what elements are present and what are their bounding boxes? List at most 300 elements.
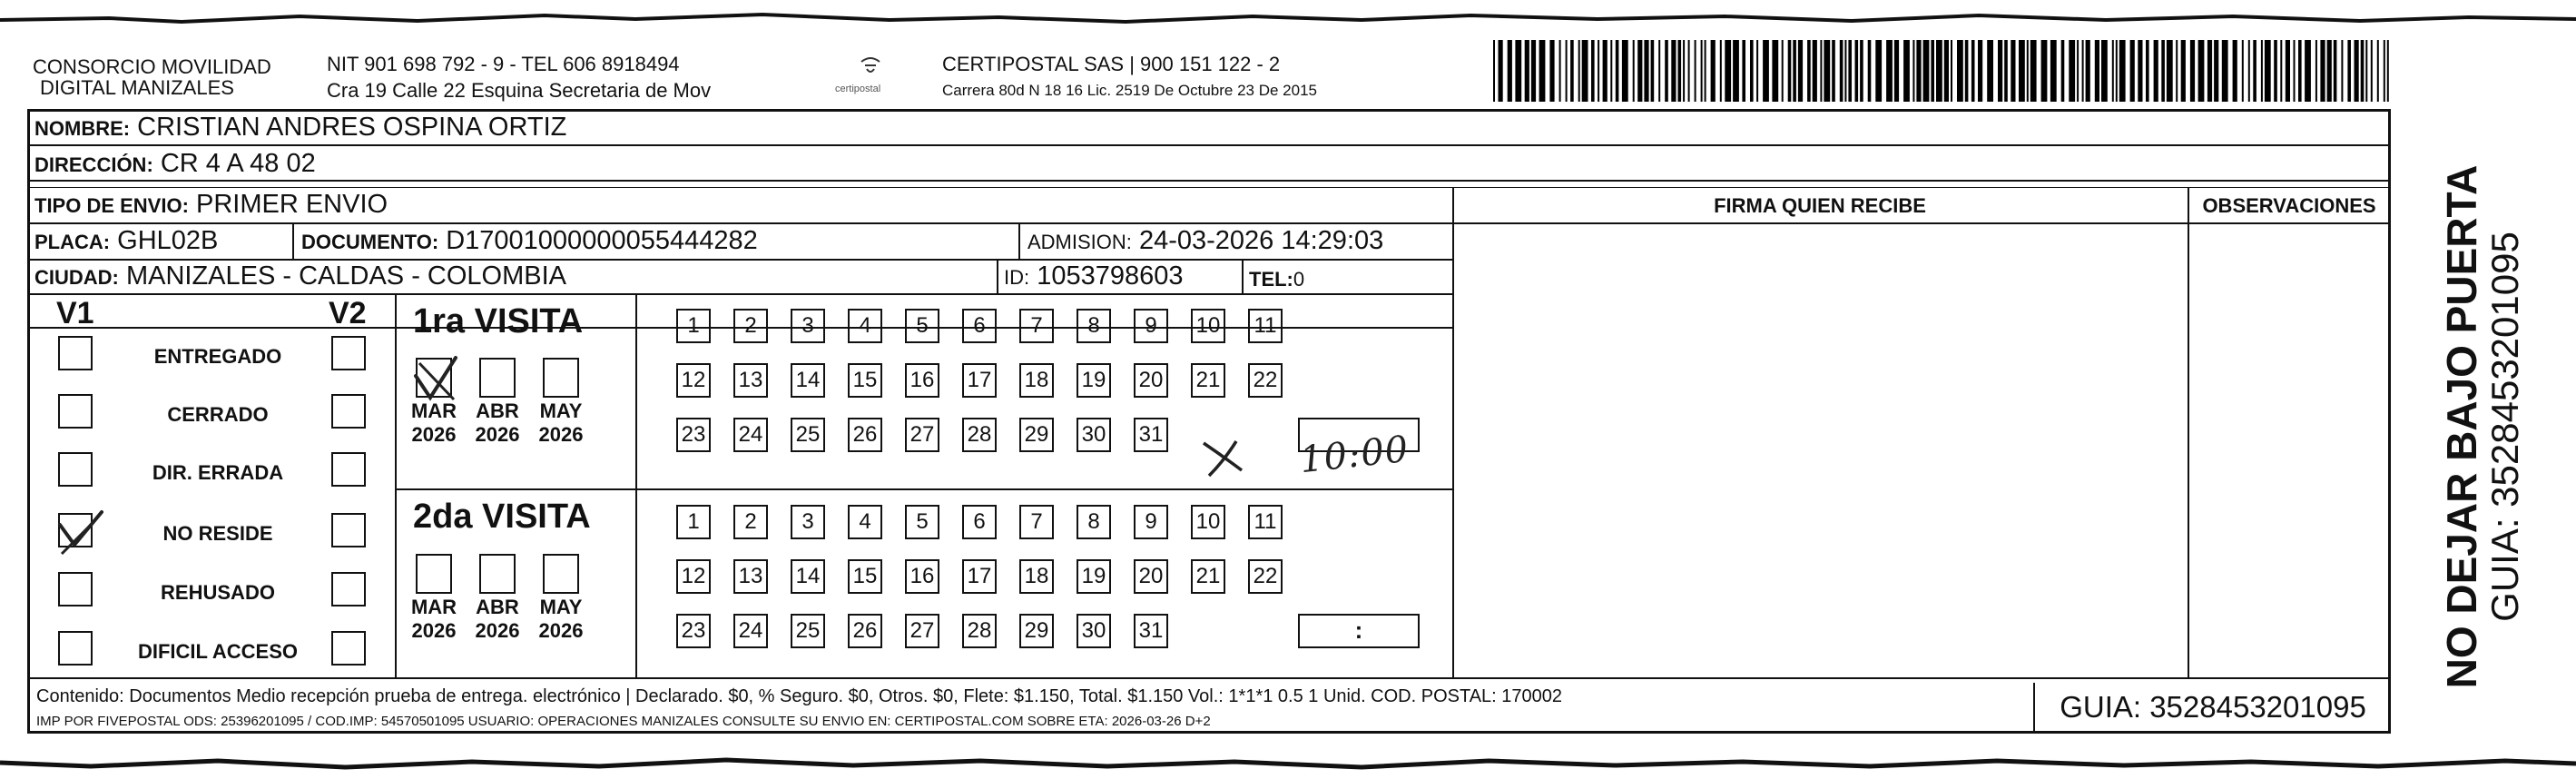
first-visit-day-box[interactable]: 16 [905, 363, 939, 398]
barcode-bar [2377, 40, 2379, 102]
second-visit-day-box[interactable]: 28 [962, 614, 997, 648]
barcode-bar [2361, 40, 2365, 102]
second-visit-day-box[interactable]: 1 [676, 505, 711, 539]
certipostal-line-1: CERTIPOSTAL SAS | 900 151 122 - 2 [942, 53, 1281, 75]
barcode-bar [1788, 40, 1792, 102]
month-name: MAY [539, 596, 583, 618]
second-visit-month-label [534, 596, 588, 643]
barcode-bar [2167, 40, 2173, 102]
second-visit-day-box[interactable]: 19 [1077, 559, 1111, 594]
barcode-bar [2077, 40, 2079, 102]
barcode-bar [1499, 40, 1503, 102]
divider [635, 293, 637, 677]
id-value: 1053798603 [1037, 261, 1184, 291]
first-visit-day-box[interactable]: 31 [1134, 418, 1168, 452]
first-visit-day-box[interactable]: 23 [676, 418, 711, 452]
month-year: 2026 [411, 619, 457, 642]
first-visit-day-box[interactable]: 20 [1134, 363, 1168, 398]
barcode-bar [1559, 40, 1561, 102]
second-visit-day-box[interactable]: 21 [1191, 559, 1225, 594]
first-visit-month-label [407, 399, 461, 447]
divider [27, 144, 2391, 146]
barcode-bar [1855, 40, 1859, 102]
nombre-value: CRISTIAN ANDRES OSPINA ORTIZ [137, 113, 567, 142]
nombre-label: NOMBRE: [34, 117, 131, 140]
tel-value: 0 [1293, 268, 1305, 291]
barcode-bar [1840, 40, 1844, 102]
barcode-bar [1531, 40, 1536, 102]
side-text [2439, 165, 2526, 689]
barcode-bar [2384, 40, 2385, 102]
first-visit-day-box[interactable]: 18 [1019, 363, 1054, 398]
barcode-bar [1998, 40, 2002, 102]
certipostal-info [942, 51, 1317, 104]
handwritten-hour: 10:00 [1297, 428, 1411, 482]
no-dejar-bajo-puerta: NO DEJAR BAJO PUERTA [2438, 164, 2485, 689]
barcode-bar [1711, 40, 1716, 102]
divider [1018, 222, 1020, 259]
barcode-bar [1658, 40, 1660, 102]
barcode-bar [2298, 40, 2302, 102]
second-visit-day-box[interactable]: 9 [1134, 505, 1168, 539]
barcode-bar [1683, 40, 1685, 102]
company-name [33, 56, 271, 98]
first-visit-month-label [534, 399, 588, 447]
v2-checkbox[interactable] [331, 394, 366, 429]
v1-checkbox[interactable] [58, 631, 93, 666]
first-visit-day-box[interactable]: 11 [1248, 309, 1283, 343]
first-visit-day-box[interactable]: 22 [1248, 363, 1283, 398]
second-visit-month-checkbox[interactable] [543, 554, 579, 594]
barcode-bar [2176, 40, 2178, 102]
second-visit-day-box[interactable]: 5 [905, 505, 939, 539]
first-visit-title: 1ra VISITA [413, 302, 584, 340]
documento-field [301, 225, 758, 258]
barcode-bar [1868, 40, 1872, 102]
barcode-bar [2265, 40, 2271, 102]
barcode-bar [2138, 40, 2142, 102]
barcode-bar [2082, 40, 2084, 102]
second-visit-day-box[interactable]: 7 [1019, 505, 1054, 539]
barcode-bar [1912, 40, 1914, 102]
divider [997, 259, 998, 293]
first-visit-day-box[interactable]: 30 [1077, 418, 1111, 452]
second-visit-month-checkbox[interactable] [416, 554, 452, 594]
barcode-bar [1903, 40, 1910, 102]
admision-value: 24-03-2026 14:29:03 [1138, 226, 1384, 255]
month-year: 2026 [538, 619, 584, 642]
barcode-bar [2011, 40, 2015, 102]
status-label: REHUSADO [161, 581, 275, 604]
first-visit-day-box[interactable]: 24 [733, 418, 768, 452]
barcode-bar [1763, 40, 1769, 102]
barcode [1493, 40, 2392, 102]
first-visit-day-box[interactable]: 28 [962, 418, 997, 452]
firma-header: FIRMA QUIEN RECIBE [1714, 194, 1926, 217]
barcode-bar [1622, 40, 1628, 102]
barcode-bar [1720, 40, 1722, 102]
barcode-bar [2190, 40, 2195, 102]
month-name: ABR [476, 596, 519, 618]
barcode-bar [2355, 40, 2359, 102]
barcode-bar [1965, 40, 1969, 102]
barcode-bar [1824, 40, 1830, 102]
second-visit-day-box[interactable]: 18 [1019, 559, 1054, 594]
v1-checkbox[interactable] [58, 572, 93, 606]
tel-field [1249, 262, 1304, 295]
barcode-bar [1886, 40, 1893, 102]
second-visit-day-box[interactable]: 16 [905, 559, 939, 594]
divider [27, 293, 1452, 295]
barcode-bar [2365, 40, 2367, 102]
barcode-bar [2214, 40, 2218, 102]
second-visit-month-label [407, 596, 461, 643]
second-visit-day-box[interactable]: 13 [733, 559, 768, 594]
observaciones-header: OBSERVACIONES [2202, 194, 2376, 217]
barcode-bar [1844, 40, 1846, 102]
company-contact [327, 51, 711, 104]
status-label: DIFICIL ACCESO [137, 640, 298, 663]
documento-value: D17001000000055444282 [446, 226, 758, 255]
first-visit-day-box[interactable]: 17 [962, 363, 997, 398]
first-visit-day-box[interactable]: 4 [848, 309, 882, 343]
barcode-bar [2027, 40, 2029, 102]
second-visit-day-box[interactable]: 27 [905, 614, 939, 648]
barcode-bar [2242, 40, 2244, 102]
divider [27, 180, 2391, 182]
barcode-bar [1750, 40, 1754, 102]
barcode-bar [2248, 40, 2250, 102]
barcode-bar [1665, 40, 1668, 102]
ciudad-label: CIUDAD: [34, 266, 119, 289]
barcode-bar [2161, 40, 2165, 102]
first-visit-day-box[interactable]: 14 [791, 363, 825, 398]
first-visit-day-box[interactable]: 5 [905, 309, 939, 343]
second-visit-day-box[interactable]: 4 [848, 505, 882, 539]
status-label: DIR. ERRADA [152, 461, 284, 484]
id-label: ID: [1004, 266, 1030, 289]
first-visit-month-checkbox[interactable] [543, 358, 579, 398]
second-visit-day-box[interactable]: 20 [1134, 559, 1168, 594]
barcode-bar [1493, 40, 1495, 102]
guia-number: GUIA: 3528453201095 [2033, 683, 2391, 732]
divider [1242, 259, 1244, 293]
barcode-bar [2315, 40, 2317, 102]
barcode-bar [2233, 40, 2237, 102]
v2-checkbox[interactable] [331, 336, 366, 370]
barcode-bar [1508, 40, 1512, 102]
direccion-value: CR 4 A 48 02 [160, 149, 316, 178]
first-visit-day-box[interactable]: 9 [1134, 309, 1168, 343]
first-visit-day-box[interactable]: 1 [676, 309, 711, 343]
barcode-bar [1793, 40, 1796, 102]
month-name: ABR [476, 399, 519, 422]
barcode-bar [2112, 40, 2114, 102]
barcode-bar [1566, 40, 1568, 102]
divider [2188, 187, 2189, 677]
barcode-bar [2146, 40, 2149, 102]
status-label: NO RESIDE [162, 522, 273, 545]
barcode-bar [1951, 40, 1952, 102]
second-visit-day-box[interactable]: 6 [962, 505, 997, 539]
barcode-bar [1807, 40, 1811, 102]
admision-field [1027, 225, 1383, 258]
direccion-field [34, 148, 316, 181]
barcode-bar [2305, 40, 2311, 102]
month-year: 2026 [475, 619, 520, 642]
tipo-envio-field [34, 189, 388, 222]
second-visit-month-label [470, 596, 525, 643]
month-year: 2026 [475, 423, 520, 446]
barcode-bar [1610, 40, 1612, 102]
barcode-bar [1644, 40, 1648, 102]
company-line-1: CONSORCIO MOVILIDAD [33, 55, 271, 78]
second-visit-day-box[interactable]: 26 [848, 614, 882, 648]
first-visit-day-box[interactable]: 15 [848, 363, 882, 398]
barcode-bar [2095, 40, 2099, 102]
barcode-bar [1598, 40, 1599, 102]
barcode-bar [1603, 40, 1608, 102]
first-visit-day-box[interactable]: 21 [1191, 363, 1225, 398]
barcode-bar [2101, 40, 2108, 102]
barcode-bar [1923, 40, 1930, 102]
barcode-bar [2019, 40, 2025, 102]
admision-label: ADMISION: [1027, 231, 1132, 253]
first-visit-hour-box[interactable] [1298, 418, 1420, 452]
divider [395, 488, 1452, 490]
barcode-bar [2294, 40, 2296, 102]
second-visit-hour-box[interactable]: : [1298, 614, 1420, 648]
barcode-bar [2347, 40, 2351, 102]
first-visit-day-box[interactable]: 2 [733, 309, 768, 343]
second-visit-day-box[interactable]: 2 [733, 505, 768, 539]
barcode-bar [1725, 40, 1731, 102]
barcode-bar [1944, 40, 1949, 102]
second-visit-day-box[interactable]: 31 [1134, 614, 1168, 648]
barcode-bar [1813, 40, 1817, 102]
barcode-bar [2130, 40, 2135, 102]
first-visit-day-box[interactable]: 27 [905, 418, 939, 452]
tipo-envio-value: PRIMER ENVIO [195, 190, 388, 219]
first-visit-day-box[interactable]: 12 [676, 363, 711, 398]
barcode-bar [2154, 40, 2158, 102]
barcode-bar [2286, 40, 2290, 102]
direccion-label: DIRECCIÓN: [34, 153, 153, 176]
nombre-field [34, 112, 566, 144]
divider [27, 677, 2391, 679]
status-label: ENTREGADO [153, 345, 282, 368]
barcode-bar [1848, 40, 1852, 102]
v1-header: V1 [56, 296, 94, 330]
barcode-bar [1616, 40, 1619, 102]
barcode-bar [1688, 40, 1690, 102]
second-visit-day-box[interactable]: 14 [791, 559, 825, 594]
barcode-bar [2207, 40, 2212, 102]
barcode-bar [1539, 40, 1546, 102]
barcode-bar [1987, 40, 1993, 102]
barcode-bar [1832, 40, 1835, 102]
barcode-bar [1971, 40, 1975, 102]
barcode-bar [2030, 40, 2037, 102]
certipostal-line-2: Carrera 80d N 18 16 Lic. 2519 De Octubre 23 De 2015 [942, 82, 1317, 99]
barcode-bar [1978, 40, 1982, 102]
barcode-bar [1733, 40, 1739, 102]
barcode-bar [1772, 40, 1778, 102]
barcode-bar [1525, 40, 1529, 102]
company-line-2: DIGITAL MANIZALES [40, 76, 234, 99]
logo-caption: certipostal [835, 84, 881, 94]
month-year: 2026 [538, 423, 584, 446]
barcode-bar [2119, 40, 2126, 102]
second-visit-day-box[interactable]: 8 [1077, 505, 1111, 539]
v2-checkbox[interactable] [331, 631, 366, 666]
barcode-bar [1678, 40, 1682, 102]
barcode-bar [2320, 40, 2325, 102]
second-visit-day-box[interactable]: 12 [676, 559, 711, 594]
second-visit-day-box[interactable]: 11 [1248, 505, 1283, 539]
barcode-bar [2261, 40, 2263, 102]
barcode-bar [1860, 40, 1863, 102]
v1-checkbox[interactable] [58, 336, 93, 370]
first-visit-day-box[interactable]: 29 [1019, 418, 1054, 452]
ciudad-field [34, 261, 566, 293]
second-visit-title: 2da VISITA [413, 498, 591, 536]
barcode-bar [2069, 40, 2075, 102]
barcode-bar [1916, 40, 1921, 102]
ciudad-value: MANIZALES - CALDAS - COLOMBIA [125, 261, 566, 291]
tipo-envio-label: TIPO DE ENVIO: [34, 194, 189, 217]
second-visit-day-box[interactable]: 25 [791, 614, 825, 648]
id-field [1004, 261, 1183, 293]
month-year: 2026 [411, 423, 457, 446]
barcode-bar [2341, 40, 2343, 102]
first-visit-month-label [470, 399, 525, 447]
v1-checkbox[interactable] [58, 513, 93, 547]
barcode-bar [2181, 40, 2186, 102]
divider [1452, 187, 1454, 677]
v1-checkbox[interactable] [58, 452, 93, 487]
barcode-bar [1578, 40, 1580, 102]
torn-top-edge [0, 0, 2576, 36]
barcode-bar [1798, 40, 1803, 102]
first-visit-day-box[interactable]: 3 [791, 309, 825, 343]
side-guia: GUIA: 3528453201095 [2483, 232, 2526, 622]
barcode-bar [2280, 40, 2282, 102]
barcode-bar [1705, 40, 1706, 102]
first-visit-month-checkbox[interactable] [416, 358, 452, 398]
barcode-bar [1894, 40, 1899, 102]
barcode-bar [1931, 40, 1934, 102]
second-visit-day-box[interactable]: 24 [733, 614, 768, 648]
placa-field [34, 225, 218, 258]
second-visit-day-box[interactable]: 15 [848, 559, 882, 594]
barcode-bar [1875, 40, 1882, 102]
barcode-bar [1515, 40, 1521, 102]
address-line: Cra 19 Calle 22 Esquina Secretaria de Mov [327, 79, 712, 102]
barcode-bar [2253, 40, 2256, 102]
barcode-bar [2371, 40, 2373, 102]
barcode-bar [2198, 40, 2205, 102]
barcode-bar [2050, 40, 2057, 102]
status-label: CERRADO [167, 403, 269, 426]
v2-checkbox[interactable] [331, 513, 366, 547]
second-visit-day-box[interactable]: 29 [1019, 614, 1054, 648]
first-visit-day-box[interactable]: 7 [1019, 309, 1054, 343]
v2-checkbox[interactable] [331, 572, 366, 606]
second-visit-month-checkbox[interactable] [479, 554, 516, 594]
barcode-bar [1570, 40, 1574, 102]
second-visit-day-box[interactable]: 3 [791, 505, 825, 539]
divider [292, 222, 294, 259]
barcode-bar [2004, 40, 2008, 102]
contenido-text: Contenido: Documentos Medio recepción prueba de entrega. electrónico | Declarado. $0, % Seguro. $0, Otros. $0, Flete: $1.150, Total. $1.150 Vol.: 1*1*1 0.5 1 Unid. COD. POSTAL: 170002 [36, 686, 1563, 706]
placa-value: GHL02B [117, 226, 219, 255]
side-banner [2396, 136, 2569, 717]
first-visit-day-box[interactable]: 25 [791, 418, 825, 452]
month-name: MAR [410, 399, 457, 422]
barcode-bar [1633, 40, 1635, 102]
v2-header: V2 [329, 296, 367, 330]
placa-label: PLACA: [34, 231, 111, 253]
barcode-bar [2327, 40, 2332, 102]
barcode-bar [1695, 40, 1696, 102]
first-visit-day-box[interactable]: 26 [848, 418, 882, 452]
barcode-bar [1957, 40, 1963, 102]
divider [395, 293, 397, 677]
tel-label: TEL: [1249, 268, 1293, 291]
first-visit-day-box[interactable]: 10 [1191, 309, 1225, 343]
v1-checkbox[interactable] [58, 394, 93, 429]
barcode-bar [2086, 40, 2090, 102]
barcode-bar [1671, 40, 1676, 102]
second-visit-day-box[interactable]: 10 [1191, 505, 1225, 539]
barcode-bar [1549, 40, 1554, 102]
barcode-bar [2041, 40, 2048, 102]
barcode-bar [1651, 40, 1655, 102]
first-visit-day-box[interactable]: 19 [1077, 363, 1111, 398]
documento-label: DOCUMENTO: [301, 231, 439, 253]
barcode-bar [1591, 40, 1595, 102]
barcode-bar [2334, 40, 2337, 102]
second-visit-day-box[interactable]: 23 [676, 614, 711, 648]
certipostal-logo-icon [858, 54, 883, 82]
first-visit-day-box[interactable]: 6 [962, 309, 997, 343]
barcode-bar [2222, 40, 2228, 102]
barcode-bar [2387, 40, 2389, 102]
torn-bottom-edge [0, 750, 2576, 779]
second-visit-day-box[interactable]: 30 [1077, 614, 1111, 648]
second-visit-day-box[interactable]: 22 [1248, 559, 1283, 594]
divider [27, 222, 2391, 224]
barcode-bar [1756, 40, 1758, 102]
first-visit-day-box[interactable]: 8 [1077, 309, 1111, 343]
v2-checkbox[interactable] [331, 452, 366, 487]
nit-line: NIT 901 698 792 - 9 - TEL 606 8918494 [327, 53, 680, 75]
barcode-bar [1742, 40, 1745, 102]
month-name: MAY [539, 399, 583, 422]
imp-text: IMP POR FIVEPOSTAL ODS: 25396201095 / COD.IMP: 54570501095 USUARIO: OPERACIONES MANIZALES CONSULTE SU ENVIO EN: CERTIPOSTAL.COM SOBRE ETA: 2026-03-26 D+2 [36, 714, 1211, 729]
first-visit-month-checkbox[interactable] [479, 358, 516, 398]
month-name: MAR [410, 596, 457, 618]
barcode-bar [2274, 40, 2277, 102]
barcode-bar [2061, 40, 2065, 102]
barcode-bar [2116, 40, 2118, 102]
first-visit-day-box[interactable]: 13 [733, 363, 768, 398]
second-visit-day-box[interactable]: 17 [962, 559, 997, 594]
barcode-bar [1936, 40, 1942, 102]
barcode-bar [1582, 40, 1588, 102]
divider [27, 187, 2391, 188]
